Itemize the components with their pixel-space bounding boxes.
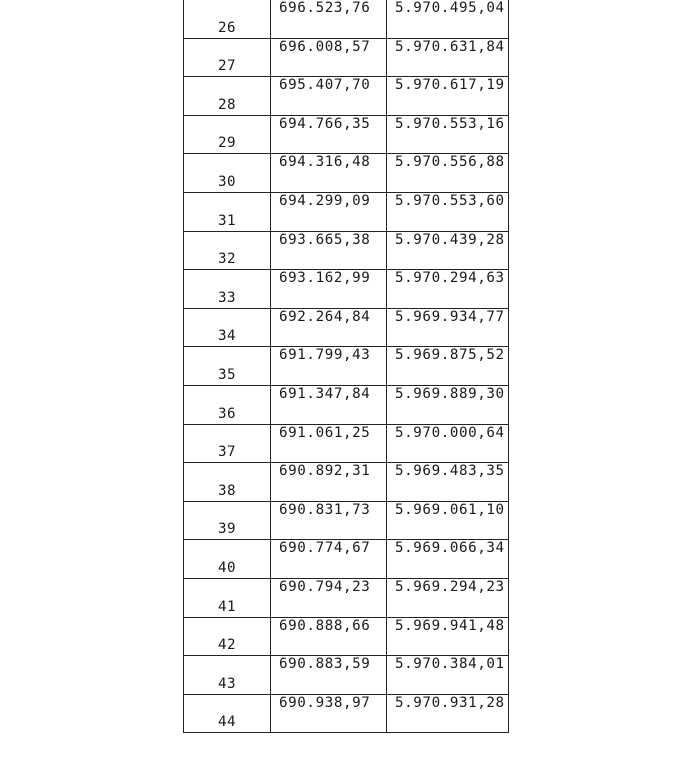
table-row bbox=[184, 231, 509, 270]
x-coordinate-cell bbox=[271, 540, 387, 579]
x-coordinate: 691.347,84 bbox=[279, 385, 371, 402]
x-coordinate-cell bbox=[271, 617, 387, 656]
point-number: 30 bbox=[217, 173, 237, 190]
table-row bbox=[184, 694, 509, 733]
point-number-cell bbox=[184, 385, 271, 424]
point-number: 41 bbox=[217, 598, 237, 615]
y-coordinate: 5.969.889,30 bbox=[395, 385, 505, 402]
y-coordinate-cell bbox=[387, 231, 509, 270]
x-coordinate-cell bbox=[271, 501, 387, 540]
x-coordinate: 694.316,48 bbox=[279, 154, 371, 171]
table-row bbox=[184, 192, 509, 231]
table-row bbox=[184, 656, 509, 695]
x-coordinate: 691.061,25 bbox=[279, 424, 371, 441]
point-number: 37 bbox=[217, 444, 237, 461]
table-row bbox=[184, 578, 509, 617]
x-coordinate-cell bbox=[271, 192, 387, 231]
x-coordinate: 691.799,43 bbox=[279, 347, 371, 364]
point-number-cell bbox=[184, 501, 271, 540]
y-coordinate: 5.969.483,35 bbox=[395, 463, 505, 480]
y-coordinate: 5.969.061,10 bbox=[395, 501, 505, 518]
point-number-cell bbox=[184, 115, 271, 154]
coordinate-table bbox=[183, 0, 509, 733]
point-number: 29 bbox=[217, 135, 237, 152]
point-number-cell bbox=[184, 308, 271, 347]
y-coordinate: 5.969.294,23 bbox=[395, 578, 505, 595]
x-coordinate: 690.883,59 bbox=[279, 656, 371, 673]
y-coordinate-cell bbox=[387, 192, 509, 231]
point-number: 43 bbox=[217, 675, 237, 692]
y-coordinate: 5.969.066,34 bbox=[395, 540, 505, 557]
x-coordinate-cell bbox=[271, 347, 387, 386]
y-coordinate: 5.970.556,88 bbox=[395, 154, 505, 171]
point-number: 33 bbox=[217, 289, 237, 306]
y-coordinate: 5.969.875,52 bbox=[395, 347, 505, 364]
point-number-cell bbox=[184, 77, 271, 116]
y-coordinate: 5.970.553,16 bbox=[395, 115, 505, 132]
point-number-cell bbox=[184, 578, 271, 617]
table-row bbox=[184, 347, 509, 386]
y-coordinate-cell bbox=[387, 347, 509, 386]
point-number-cell bbox=[184, 154, 271, 193]
table-row bbox=[184, 77, 509, 116]
y-coordinate-cell bbox=[387, 540, 509, 579]
y-coordinate-cell bbox=[387, 0, 509, 38]
y-coordinate: 5.970.384,01 bbox=[395, 656, 505, 673]
point-number: 44 bbox=[217, 714, 237, 731]
coordinate-table-body bbox=[184, 0, 509, 733]
point-number: 38 bbox=[217, 482, 237, 499]
y-coordinate: 5.969.934,77 bbox=[395, 308, 505, 325]
x-coordinate-cell bbox=[271, 308, 387, 347]
point-number-cell bbox=[184, 0, 271, 38]
y-coordinate: 5.970.000,64 bbox=[395, 424, 505, 441]
point-number-cell bbox=[184, 347, 271, 386]
x-coordinate-cell bbox=[271, 385, 387, 424]
y-coordinate: 5.970.495,04 bbox=[395, 0, 505, 16]
point-number: 32 bbox=[217, 251, 237, 268]
point-number-cell bbox=[184, 424, 271, 463]
y-coordinate: 5.970.294,63 bbox=[395, 270, 505, 287]
x-coordinate-cell bbox=[271, 656, 387, 695]
y-coordinate-cell bbox=[387, 424, 509, 463]
y-coordinate-cell bbox=[387, 578, 509, 617]
x-coordinate: 693.665,38 bbox=[279, 231, 371, 248]
y-coordinate: 5.970.553,60 bbox=[395, 192, 505, 209]
x-coordinate: 690.938,97 bbox=[279, 694, 371, 711]
x-coordinate-cell bbox=[271, 578, 387, 617]
point-number: 31 bbox=[217, 212, 237, 229]
y-coordinate-cell bbox=[387, 270, 509, 309]
x-coordinate-cell bbox=[271, 270, 387, 309]
point-number-cell bbox=[184, 192, 271, 231]
point-number-cell bbox=[184, 656, 271, 695]
point-number: 26 bbox=[217, 19, 237, 36]
x-coordinate-cell bbox=[271, 115, 387, 154]
x-coordinate-cell bbox=[271, 77, 387, 116]
y-coordinate-cell bbox=[387, 38, 509, 77]
x-coordinate: 690.888,66 bbox=[279, 617, 371, 634]
point-number-cell bbox=[184, 694, 271, 733]
y-coordinate-cell bbox=[387, 115, 509, 154]
x-coordinate: 690.831,73 bbox=[279, 501, 371, 518]
point-number: 36 bbox=[217, 405, 237, 422]
table-row bbox=[184, 463, 509, 502]
y-coordinate-cell bbox=[387, 694, 509, 733]
y-coordinate: 5.970.617,19 bbox=[395, 77, 505, 94]
point-number-cell bbox=[184, 617, 271, 656]
y-coordinate-cell bbox=[387, 308, 509, 347]
x-coordinate: 690.774,67 bbox=[279, 540, 371, 557]
point-number: 27 bbox=[217, 58, 237, 75]
point-number-cell bbox=[184, 540, 271, 579]
point-number: 28 bbox=[217, 96, 237, 113]
table-row bbox=[184, 617, 509, 656]
x-coordinate-cell bbox=[271, 694, 387, 733]
point-number-cell bbox=[184, 463, 271, 502]
x-coordinate: 693.162,99 bbox=[279, 270, 371, 287]
y-coordinate-cell bbox=[387, 501, 509, 540]
table-row bbox=[184, 115, 509, 154]
x-coordinate: 694.766,35 bbox=[279, 115, 371, 132]
table-row bbox=[184, 38, 509, 77]
table-row bbox=[184, 154, 509, 193]
x-coordinate: 696.008,57 bbox=[279, 38, 371, 55]
point-number-cell bbox=[184, 38, 271, 77]
x-coordinate: 695.407,70 bbox=[279, 77, 371, 94]
y-coordinate-cell bbox=[387, 617, 509, 656]
y-coordinate-cell bbox=[387, 656, 509, 695]
x-coordinate: 690.892,31 bbox=[279, 463, 371, 480]
table-row bbox=[184, 385, 509, 424]
x-coordinate-cell bbox=[271, 154, 387, 193]
table-row bbox=[184, 540, 509, 579]
point-number: 34 bbox=[217, 328, 237, 345]
y-coordinate: 5.970.631,84 bbox=[395, 38, 505, 55]
y-coordinate: 5.969.941,48 bbox=[395, 617, 505, 634]
point-number: 39 bbox=[217, 521, 237, 538]
x-coordinate: 690.794,23 bbox=[279, 578, 371, 595]
point-number: 35 bbox=[217, 366, 237, 383]
x-coordinate-cell bbox=[271, 38, 387, 77]
x-coordinate: 696.523,76 bbox=[279, 0, 371, 16]
y-coordinate-cell bbox=[387, 154, 509, 193]
point-number-cell bbox=[184, 231, 271, 270]
y-coordinate-cell bbox=[387, 385, 509, 424]
table-row bbox=[184, 424, 509, 463]
point-number: 40 bbox=[217, 559, 237, 576]
y-coordinate-cell bbox=[387, 77, 509, 116]
x-coordinate: 692.264,84 bbox=[279, 308, 371, 325]
x-coordinate-cell bbox=[271, 0, 387, 38]
point-number: 42 bbox=[217, 637, 237, 654]
table-row bbox=[184, 308, 509, 347]
x-coordinate-cell bbox=[271, 231, 387, 270]
x-coordinate-cell bbox=[271, 463, 387, 502]
table-row bbox=[184, 501, 509, 540]
table-row bbox=[184, 0, 509, 38]
table-row bbox=[184, 270, 509, 309]
point-number-cell bbox=[184, 270, 271, 309]
y-coordinate-cell bbox=[387, 463, 509, 502]
x-coordinate: 694.299,09 bbox=[279, 192, 371, 209]
y-coordinate: 5.970.931,28 bbox=[395, 694, 505, 711]
x-coordinate-cell bbox=[271, 424, 387, 463]
y-coordinate: 5.970.439,28 bbox=[395, 231, 505, 248]
